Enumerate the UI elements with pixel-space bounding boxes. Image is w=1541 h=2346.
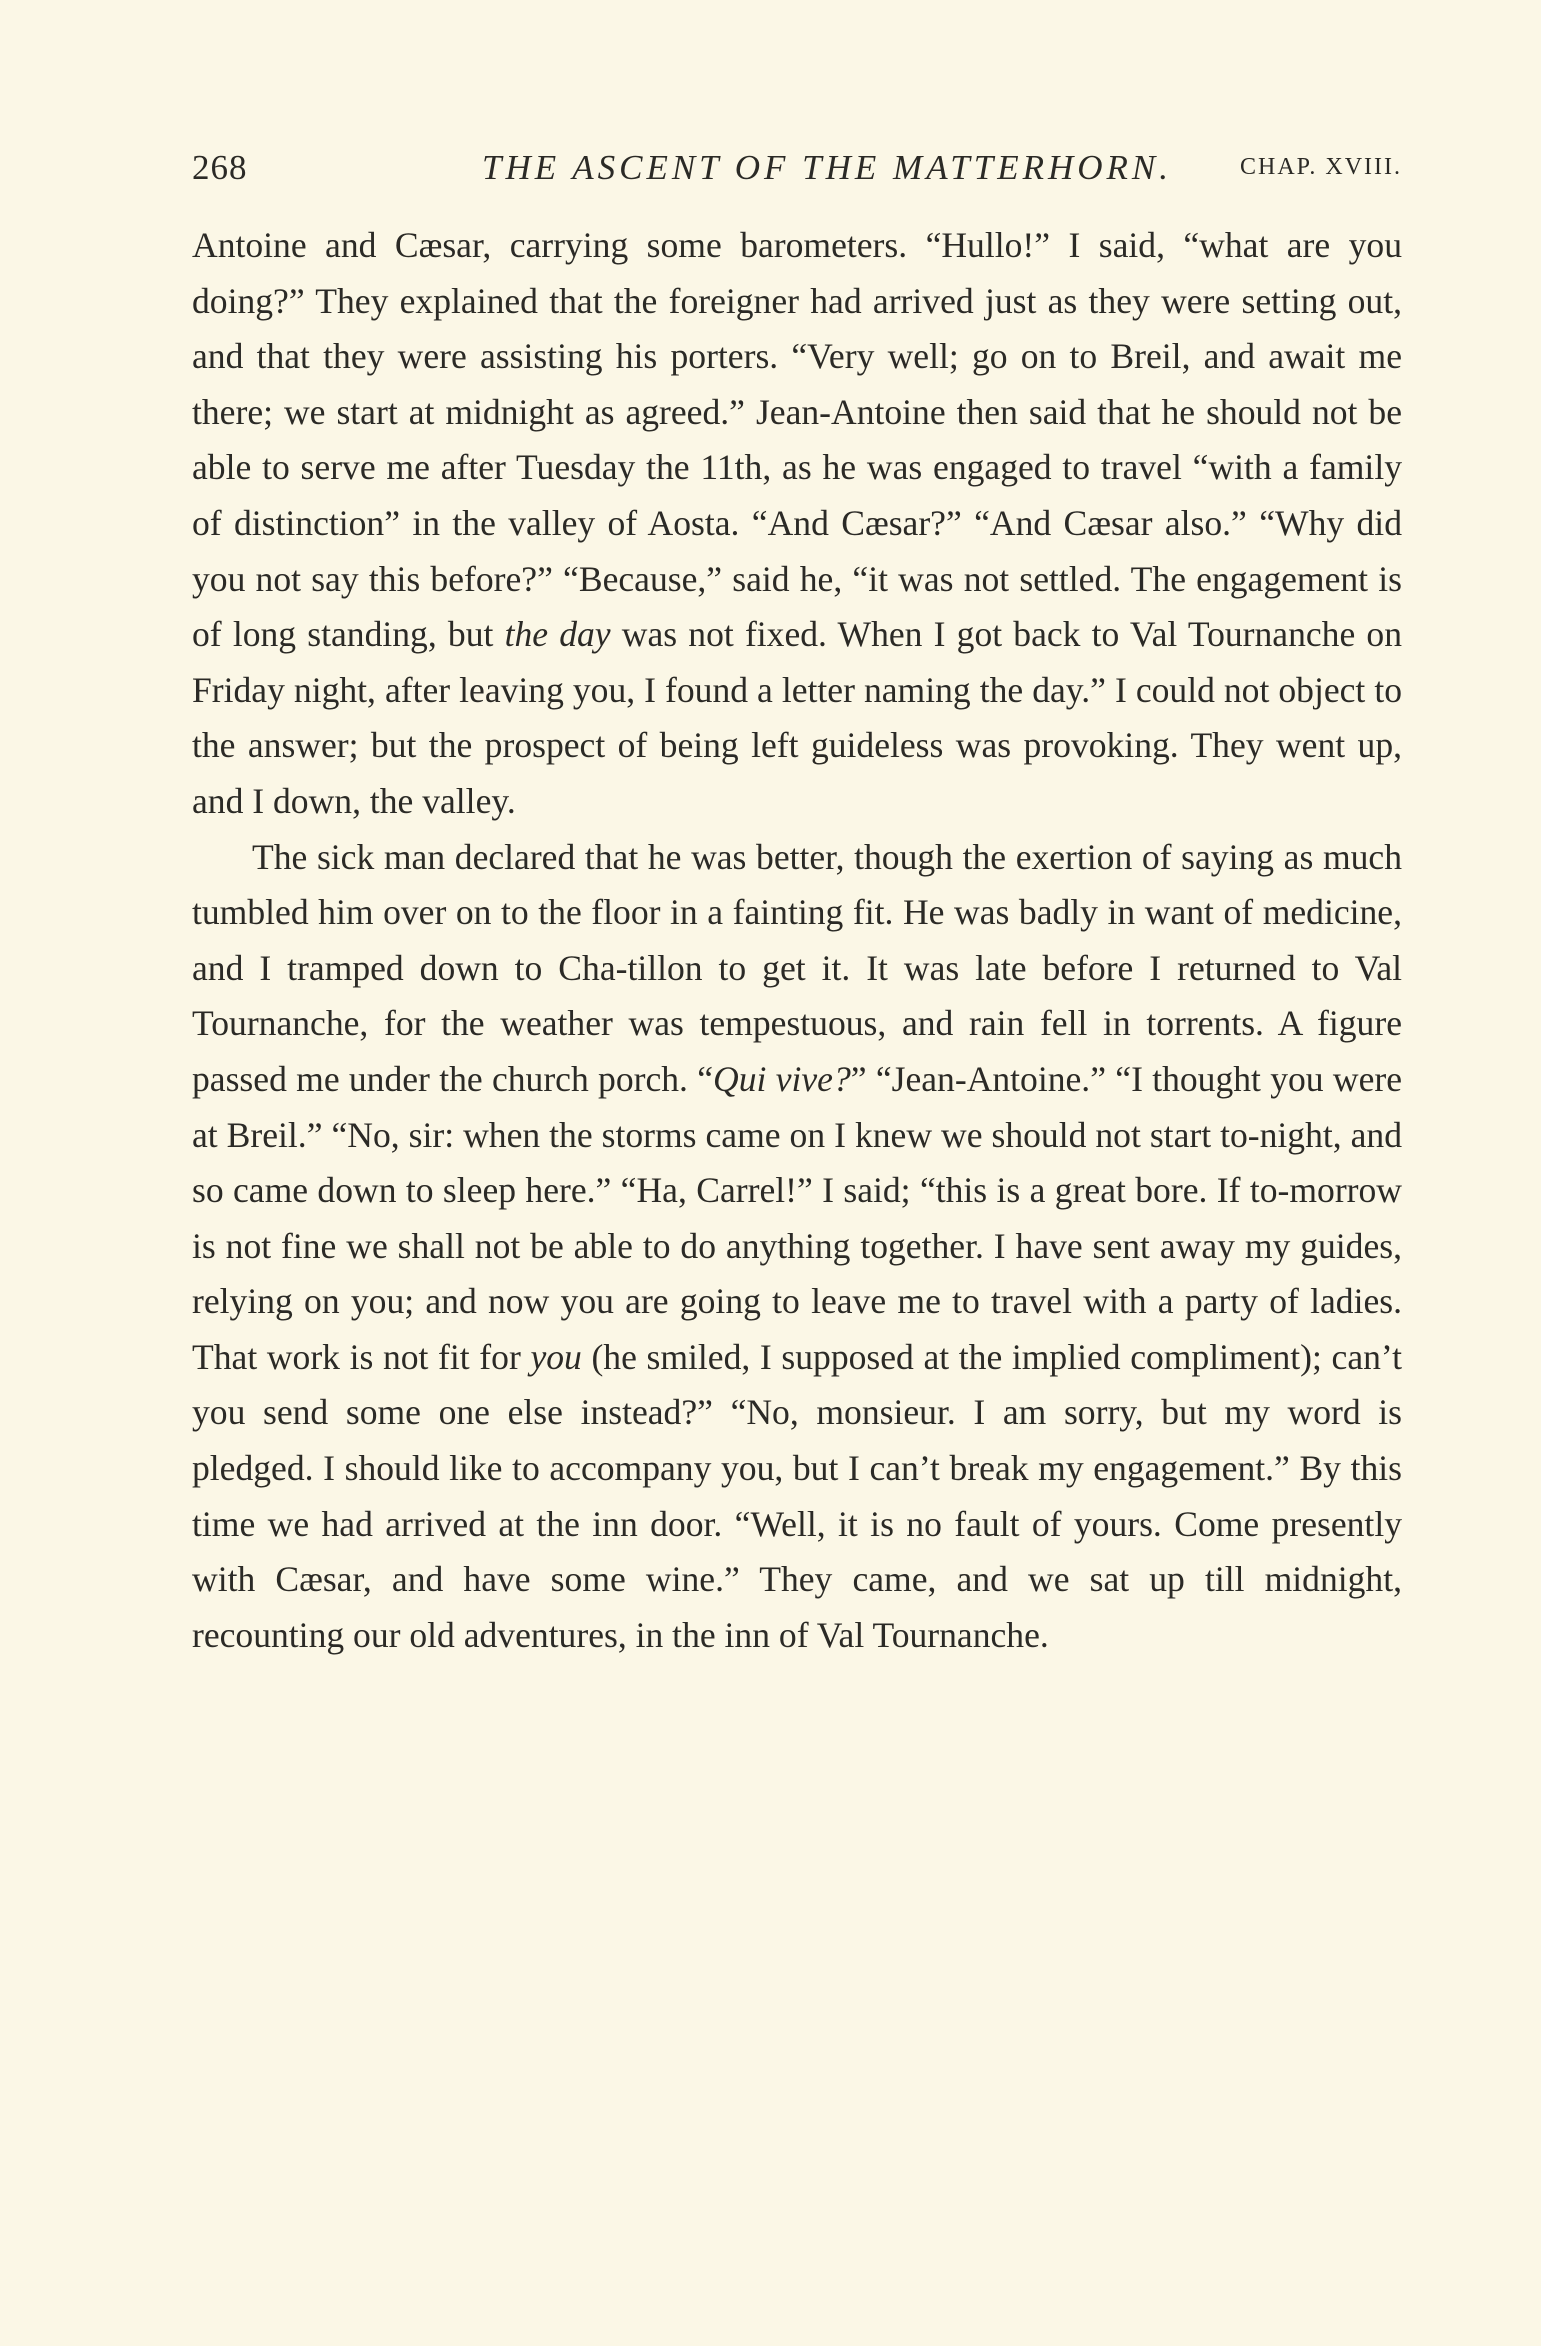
text-segment: ” “Jean-Antoine.” “I thought you were at Breil.” “No, sir: when the storms came on I knew we should not start to-night, and so came down to sleep here.” “Ha, Carrel!” I said; “this is a great bore. If to-morrow is not fine we shall not be able to do anything together. I have sent away my guides, relying on you; and now you are going to leave me to travel with a party of ladies. That work is not fit for — [192, 1058, 1403, 1377]
text-segment: (he smiled, I supposed at the implied compliment); can’t you send some one else instead?” “No, monsieur. I am sorry, but my word is pledged. I should like to accompany you, but I can’t break my engagement.” By this time we had arrived at the inn door. “Well, it is no fault of yours. Come presently with Cæsar, and have some wine.” They came, and we sat up till midnight, recounting our old adventures, in the inn of Val Tournanche. — [192, 1336, 1402, 1655]
body-text — [192, 218, 1402, 1663]
italic-text: the day — [504, 614, 611, 655]
running-head — [192, 148, 1402, 198]
italic-text: Qui vive? — [713, 1058, 851, 1099]
paragraph-2 — [192, 830, 1402, 1664]
paragraph-1 — [192, 218, 1402, 830]
page-number: 268 — [192, 148, 248, 187]
chapter-reference: CHAP. XVIII. — [1240, 154, 1402, 180]
text-segment: was not fixed. When I got back to Val Tournanche on Friday night, after leaving you, I found a letter naming the day.” I could not object to the answer; but the prospect of being left guideless was provoking. They went up, and I down, the valley. — [192, 614, 1403, 821]
book-title: THE ASCENT OF THE MATTERHORN. — [482, 148, 1172, 187]
italic-text: you — [530, 1336, 582, 1377]
text-segment: Antoine and Cæsar, carrying some barometers. “Hullo!” I said, “what are you doing?” They explained that the foreigner had arrived just as they were setting out, and that they were assisting his porters. “Very well; go on to Breil, and await me there; we start at midnight as agreed.” Jean-Antoine then said that he should not be able to serve me after Tuesday the 11th, as he was engaged to travel “with a family of distinction” in the valley of Aosta. “And Cæsar?” “And Cæsar also.” “Why did you not say this before?” “Because,” said he, “it was not settled. The engagement is of long standing, but — [192, 225, 1402, 655]
text-segment: The sick man declared that he was better, though the exertion of saying as much tumbled him over on to the floor in a fainting fit. He was badly in want of medicine, and I tramped down to Cha-tillon to get it. It was late before I returned to Val Tournanche, for the weather was tempestuous, and rain fell in torrents. A figure passed me under the church porch. “ — [192, 836, 1402, 1099]
